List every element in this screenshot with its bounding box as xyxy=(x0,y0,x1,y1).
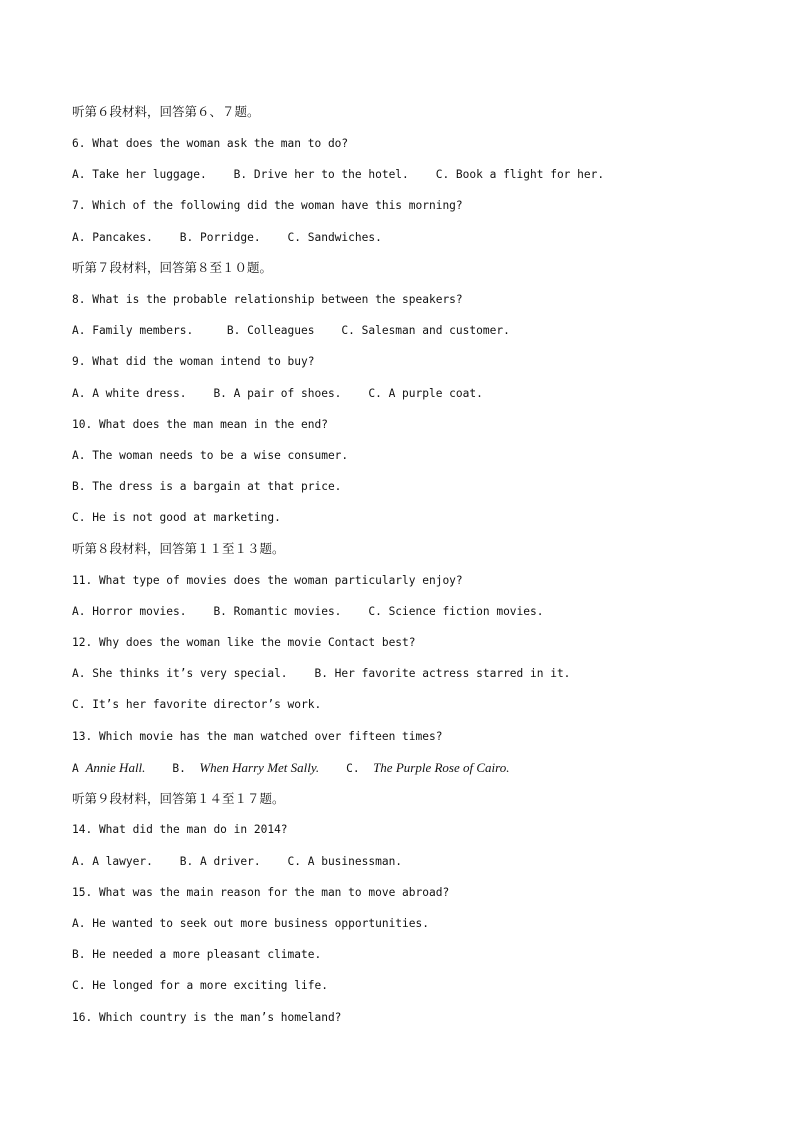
section-heading-7: 听第７段材料，回答第８至１０题。 xyxy=(72,260,273,275)
question-8: 8. What is the probable relationship between the speakers? xyxy=(72,293,463,306)
question-6-options: A. Take her luggage. B. Drive her to the hotel. C. Book a flight for her. xyxy=(72,168,605,181)
question-10: 10. What does the man mean in the end? xyxy=(72,418,328,431)
question-8-options: A. Family members. B. Colleagues C. Salesman and customer. xyxy=(72,324,510,337)
q13-b-title: When Harry Met Sally. xyxy=(199,760,320,775)
question-15-option-b: B. He needed a more pleasant climate. xyxy=(72,948,322,961)
question-11-options: A. Horror movies. B. Romantic movies. C. Science fiction movies. xyxy=(72,605,544,618)
question-10-option-b: B. The dress is a bargain at that price. xyxy=(72,480,342,493)
question-7: 7. Which of the following did the woman have this morning? xyxy=(72,199,463,212)
section-heading-6: 听第６段材料，回答第６、７题。 xyxy=(72,104,260,119)
q13-a-prefix: A xyxy=(72,762,86,775)
question-10-option-c: C. He is not good at marketing. xyxy=(72,511,281,524)
question-15-option-c: C. He longed for a more exciting life. xyxy=(72,979,328,992)
question-15: 15. What was the main reason for the man to move abroad? xyxy=(72,886,450,899)
question-9-options: A. A white dress. B. A pair of shoes. C. A purple coat. xyxy=(72,387,483,400)
question-12-options-ab: A. She thinks it’s very special. B. Her favorite actress starred in it. xyxy=(72,667,571,680)
question-9: 9. What did the woman intend to buy? xyxy=(72,355,315,368)
question-6: 6. What does the woman ask the man to do? xyxy=(72,137,349,150)
q13-c-title: The Purple Rose of Cairo. xyxy=(373,760,510,775)
question-12-option-c: C. It’s her favorite director’s work. xyxy=(72,698,322,711)
section-heading-9: 听第９段材料，回答第１４至１７题。 xyxy=(72,791,285,806)
q13-c-prefix: C. xyxy=(319,762,374,775)
question-7-options: A. Pancakes. B. Porridge. C. Sandwiches. xyxy=(72,231,382,244)
question-14: 14. What did the man do in 2014? xyxy=(72,823,288,836)
question-10-option-a: A. The woman needs to be a wise consumer. xyxy=(72,449,349,462)
question-13-options xyxy=(72,760,509,777)
question-11: 11. What type of movies does the woman particularly enjoy? xyxy=(72,574,463,587)
section-heading-8: 听第８段材料，回答第１１至１３题。 xyxy=(72,541,285,556)
question-15-option-a: A. He wanted to seek out more business opportunities. xyxy=(72,917,429,930)
question-16: 16. Which country is the man’s homeland? xyxy=(72,1011,342,1024)
question-14-options: A. A lawyer. B. A driver. C. A businessman. xyxy=(72,855,403,868)
question-13: 13. Which movie has the man watched over fifteen times? xyxy=(72,730,443,743)
q13-a-title: Annie Hall. xyxy=(85,760,146,775)
question-12: 12. Why does the woman like the movie Contact best? xyxy=(72,636,416,649)
q13-b-prefix: B. xyxy=(145,762,200,775)
